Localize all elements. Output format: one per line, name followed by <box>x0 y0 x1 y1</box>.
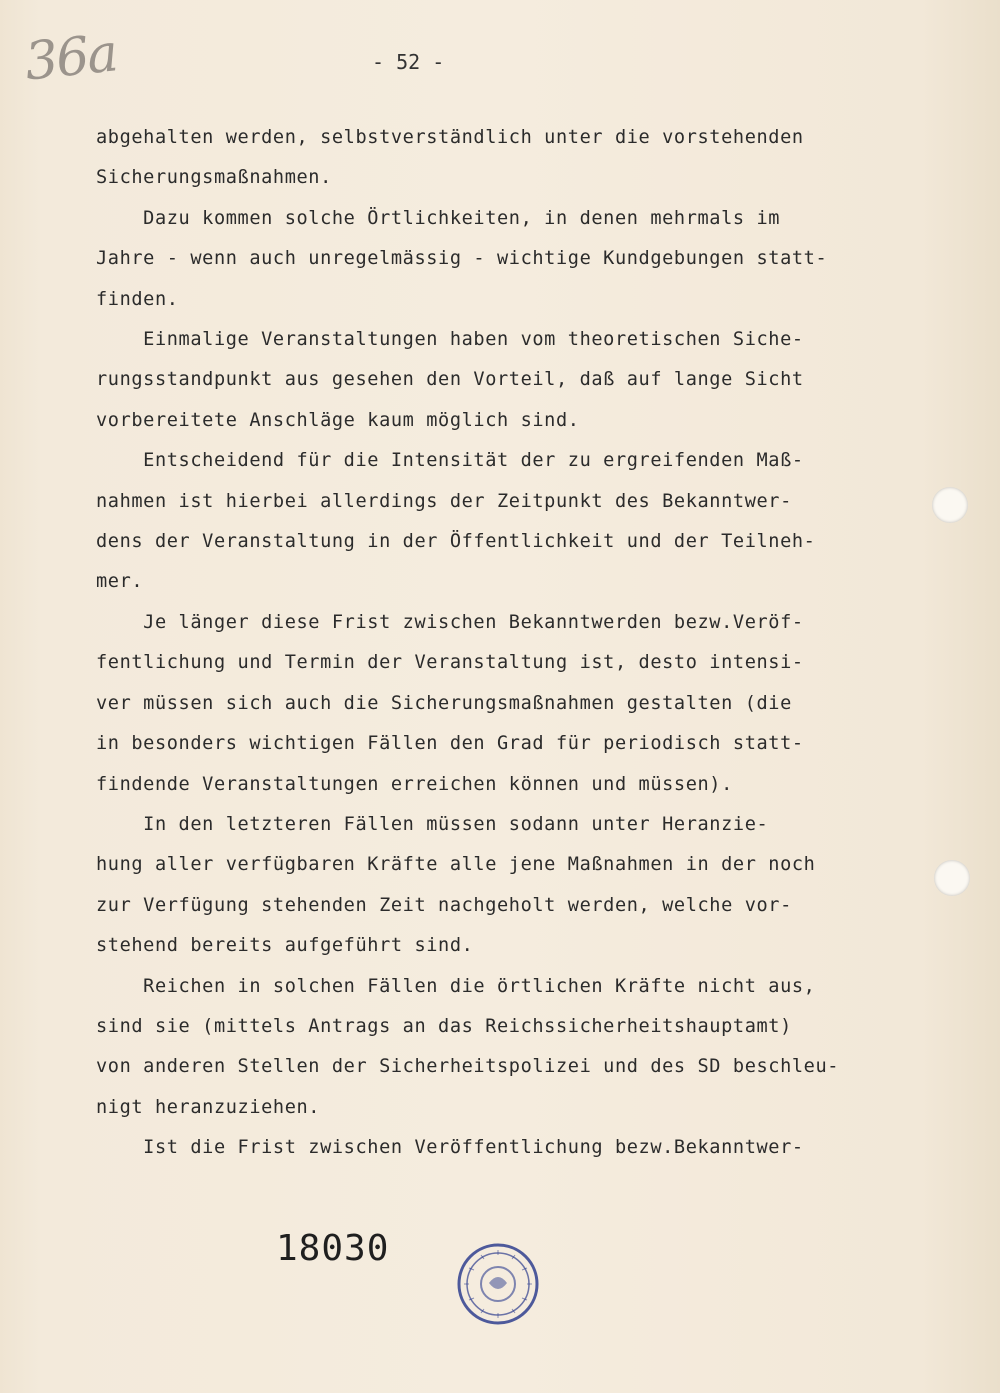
text-line: Sicherungsmaßnahmen. <box>96 167 332 189</box>
text-line: stehend bereits aufgeführt sind. <box>96 935 474 957</box>
text-line: sind sie (mittels Antrags an das Reichssicherheitshauptamt) <box>96 1015 792 1037</box>
text-line: vorbereitete Anschläge kaum möglich sind. <box>96 409 580 431</box>
text-line: mer. <box>96 571 144 593</box>
text-line: finden. <box>96 288 179 310</box>
text-line: Entscheidend für die Intensität der zu ergreifenden Maß- <box>96 450 804 472</box>
text-line: hung aller verfügbaren Kräfte alle jene Maßnahmen in der noch <box>96 854 816 876</box>
body-text <box>96 118 886 1169</box>
text-line: Reichen in solchen Fällen die örtlichen Kräfte nicht aus, <box>96 975 816 997</box>
text-line: Jahre - wenn auch unregelmässig - wichtige Kundgebungen statt- <box>96 248 828 270</box>
text-line: In den letzteren Fällen müssen sodann unter Heranzie- <box>96 813 769 835</box>
punch-hole <box>932 487 968 523</box>
archive-stamp-icon <box>455 1241 541 1331</box>
text-line: dens der Veranstaltung in der Öffentlichkeit und der Teilneh- <box>96 531 816 553</box>
text-line: zur Verfügung stehenden Zeit nachgeholt werden, welche vor- <box>96 894 792 916</box>
text-line: rungsstandpunkt aus gesehen den Vorteil, daß auf lange Sicht <box>96 369 804 391</box>
text-line: Einmalige Veranstaltungen haben vom theoretischen Siche- <box>96 329 804 351</box>
text-line: Ist die Frist zwischen Veröffentlichung bezw.Bekanntwer- <box>96 1137 804 1159</box>
folio-mark: 36a <box>22 23 120 93</box>
punch-hole <box>934 860 970 896</box>
text-line: Je länger diese Frist zwischen Bekanntwerden bezw.Veröf- <box>96 611 804 633</box>
text-line: Dazu kommen solche Örtlichkeiten, in denen mehrmals im <box>96 207 781 229</box>
text-line: in besonders wichtigen Fällen den Grad für periodisch statt- <box>96 733 804 755</box>
text-line: abgehalten werden, selbstverständlich unter die vorstehenden <box>96 127 804 148</box>
text-line: nahmen ist hierbei allerdings der Zeitpunkt des Bekanntwer- <box>96 490 792 512</box>
text-line: von anderen Stellen der Sicherheitspolizei und des SD beschleu- <box>96 1056 840 1078</box>
text-line: ver müssen sich auch die Sicherungsmaßnahmen gestalten (die <box>96 692 792 714</box>
text-line: nigt heranzuziehen. <box>96 1096 321 1118</box>
text-line: findende Veranstaltungen erreichen können und müssen). <box>96 773 733 795</box>
document-number: 18030 <box>276 1228 390 1269</box>
text-line: fentlichung und Termin der Veranstaltung ist, desto intensi- <box>96 652 804 674</box>
page-number: - 52 - <box>372 50 445 74</box>
